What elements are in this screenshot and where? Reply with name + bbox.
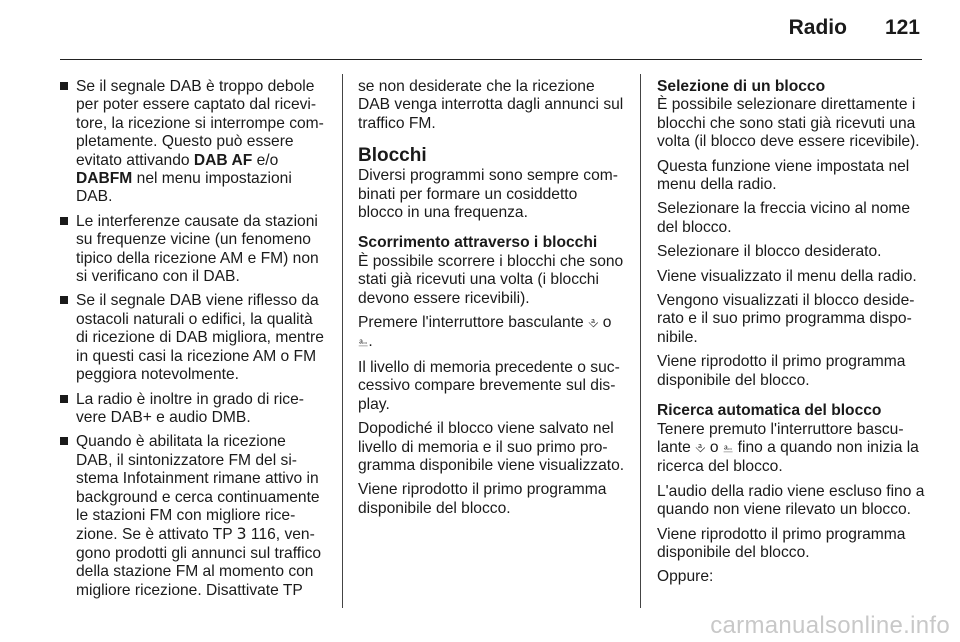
paragraph: Oppure: [657,568,714,586]
header-rule [60,59,922,60]
paragraph: È possibile selezionare direttamente i blocchi che sono stati già ricevuti una volta (il blocco deve essere ricevibile). [657,96,920,151]
paragraph: L'audio della radio viene escluso fino a quando non viene rilevato un blocco. [657,482,925,519]
bullet-item: La radio è inoltre in grado di ricevere DAB+ e audio DMB. [60,391,326,428]
paragraph: Il livello di memoria precedente o successivo compare brevemente sul display. [358,358,620,413]
bullet-item: Se il segnale DAB viene riflesso da ostacoli naturali o edifici, la qualità di ricezione di DAB migliora, mentre in questi casi la ricezione AM o FM peggiora notevolmente. [60,292,326,384]
paragraph: Viene riprodotto il primo programma disponibile del blocco. [657,353,906,389]
page-header [789,16,920,40]
bullet-square-icon [60,82,68,90]
bullet-square-icon [60,395,68,403]
bullet-item: Se il segnale DAB è troppo debole per poter essere captato dal ricevitore, la ricezione si interrompe completamente. Questo può essere evitato attivando DAB AF e/o DABFM nel menu impostazioni DAB. [60,78,326,207]
paragraph: È possibile scorrere i blocchi che sono stati già ricevuti una volta (i blocchi devono essere ricevibili). [358,252,624,307]
setting-dabfm: DABFM [76,170,133,188]
paragraph: Diversi programmi sono sempre combinati per formare un cosiddetto blocco in una frequenza. [358,167,618,222]
bullet-item: Le interferenze causate da stazioni su frequenze vicine (un fenomeno tipico della ricezione AM e FM) non si verificano con il DAB. [60,213,326,287]
column-divider [640,74,641,608]
heading-blocchi: Blocchi [358,145,427,167]
paragraph: se non desiderate che la ricezione DAB venga interrotta dagli annunci sul traffico FM. [358,78,624,132]
seek-up-icon: ⎁ [358,335,369,351]
paragraph: Vengono visualizzati il blocco desiderato e il suo primo programma disponibile. [657,292,915,346]
column-2 [358,78,626,524]
seek-down-icon: ⎀ [695,440,706,456]
paragraph: Viene visualizzato il menu della radio. [657,267,917,285]
bullet-square-icon [60,296,68,304]
setting-dab-af: DAB AF [193,151,253,169]
seek-down-icon: ⎀ [588,316,599,332]
bullet-square-icon [60,217,68,225]
page-reference-icon[interactable]: 3 [236,525,247,544]
paragraph: Viene riprodotto il primo programma disponibile del blocco. [358,481,607,517]
paragraph: Tenere premuto l'interruttore basculante ⎀ o ⎁ fino a quando non inizia la ricerca del blocco. [657,420,919,476]
column-divider [342,74,343,608]
paragraph: Premere l'interruttore basculante ⎀ o ⎁. [358,314,612,351]
seek-up-icon: ⎁ [722,440,734,456]
watermark: carmanualsonline.info [710,612,950,639]
paragraph: Dopodiché il blocco viene salvato nel livello di memoria e il suo primo programma disponibile viene visualizzato. [358,420,625,474]
column-1 [60,78,326,606]
paragraph: Selezionare il blocco desiderato. [657,243,882,261]
page-number: 121 [884,16,920,39]
heading-ricerca: Ricerca automatica del blocco [657,402,882,420]
bullet-item: Quando è abilitata la ricezione DAB, il sintonizzatore FM del sistema Infotainment rimane attivo in background e cerca continuamente le stazioni FM con migliore ricezione. Se è attivato TP 3 116, vengono prodotti gli annunci sul traffico della stazione FM al momento con migliore ricezione. Disattivate TP [60,433,326,600]
column-3 [657,78,925,593]
paragraph: Selezionare la freccia vicino al nome del blocco. [657,200,911,236]
heading-selezione: Selezione di un blocco [657,78,826,95]
heading-scorrimento: Scorrimento attraverso i blocchi [358,234,598,252]
section-title: Radio [788,16,847,39]
paragraph: Viene riprodotto il primo programma disponibile del blocco. [657,525,906,561]
bullet-square-icon [60,437,68,445]
paragraph: Questa funzione viene impostata nel menu della radio. [657,157,910,194]
